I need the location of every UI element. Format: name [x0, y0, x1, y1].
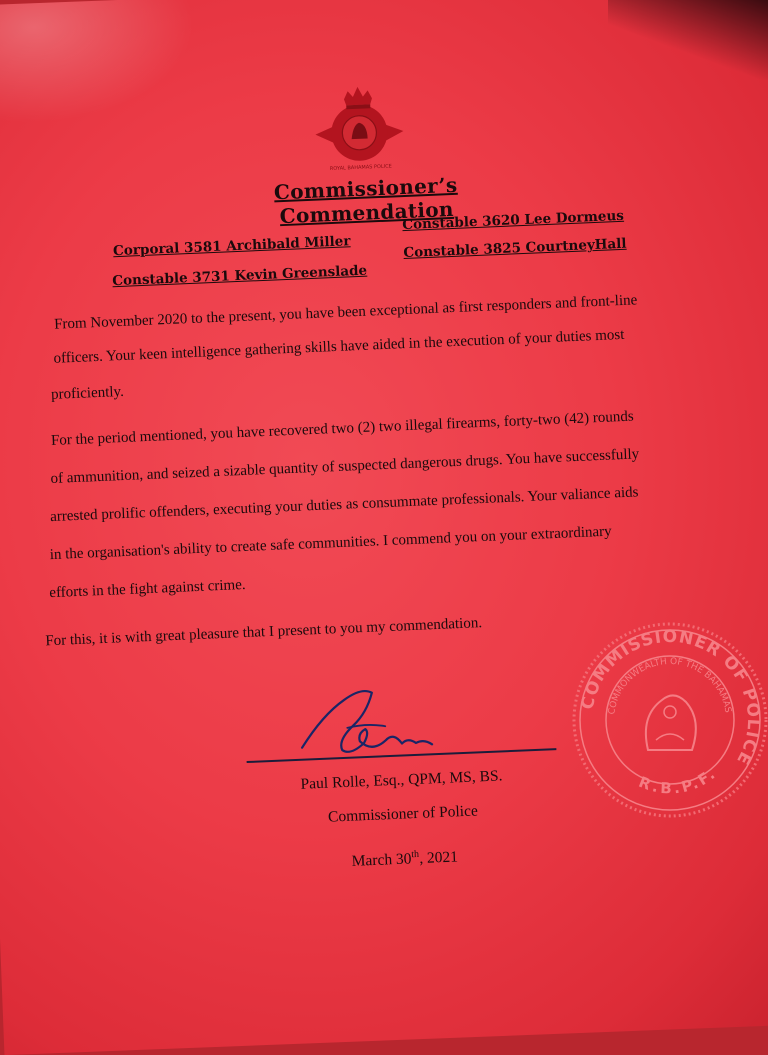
date-superscript: th [411, 848, 420, 861]
paragraph1-line3: proficiently. [50, 383, 125, 403]
paragraph2-line5: efforts in the fight against crime. [49, 576, 246, 602]
seal-bottom-text: R.B.P.F. [636, 763, 721, 798]
paragraph3: For this, it is with great pleasure that I present to you my commendation. [45, 615, 483, 650]
paragraph2-line1: For the period mentioned, you have recovered two (2) two illegal firearms, forty-two (42) rounds [50, 408, 635, 449]
paragraph1-line2: officers. Your keen intelligence gathering skills have aided in the execution of your duties most [53, 326, 625, 367]
commissioner-seal-icon [570, 620, 768, 820]
officer-greenslade: Constable 3731 Kevin Greenslade [112, 262, 368, 290]
date-prefix: March 30 [351, 850, 412, 870]
paragraph2-line4: in the organisation's ability to create safe communities. I commend you on your extraordinary [49, 523, 612, 564]
police-emblem-icon [311, 79, 407, 175]
officer-hall: Constable 3825 CourtneyHall [403, 235, 627, 262]
officer-miller: Corporal 3581 Archibald Miller [112, 233, 351, 260]
paragraph2-line2: of ammunition, and seized a sizable quantity of suspected dangerous drugs. You have successfully [50, 446, 640, 488]
date-suffix: , 2021 [418, 848, 459, 868]
paragraph1-line1: From November 2020 to the present, you have been exceptional as first responders and front-line [53, 292, 638, 333]
seal-inner-text: COMMONWEALTH OF THE BAHAMAS [607, 656, 733, 716]
officer-dormeus: Constable 3620 Lee Dormeus [401, 207, 625, 234]
paragraph2-line3: arrested prolific offenders, executing your duties as consummate professionals. Your valiance aids [49, 484, 639, 526]
emblem-ring-text: ROYAL BAHAMAS POLICE [329, 163, 392, 173]
signatory-name: Paul Rolle, Esq., QPM, MS, BS. [300, 767, 503, 793]
signatory-title: Commissioner of Police [327, 802, 479, 826]
document-date [255, 843, 556, 875]
svg-text:R.B.P.F. [636, 764, 721, 798]
document-title: Commissioner’s Commendation [273, 172, 458, 229]
seal-outer-text: COMMISSIONER OF POLICE [577, 626, 764, 769]
